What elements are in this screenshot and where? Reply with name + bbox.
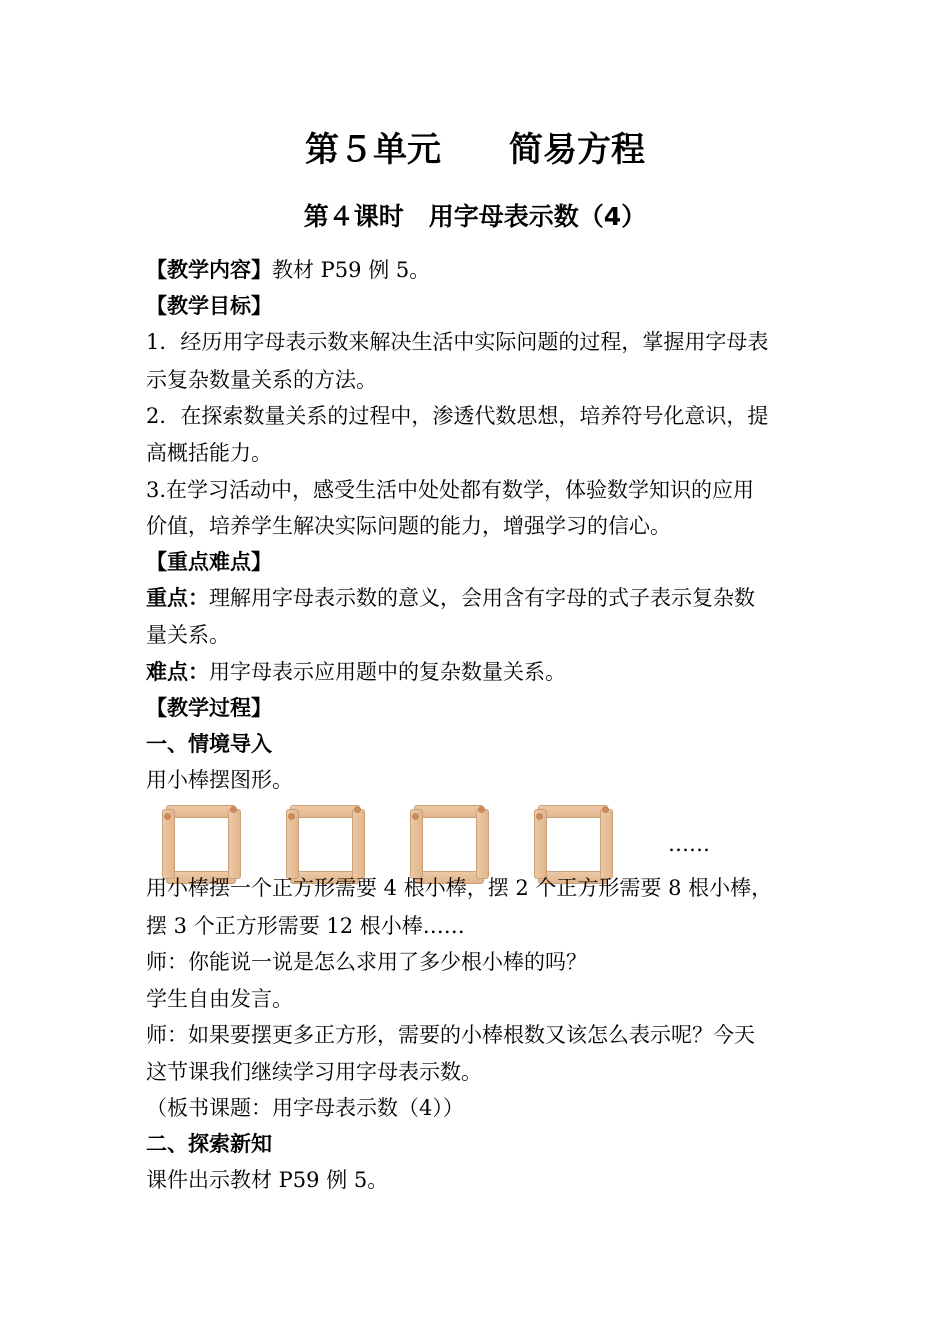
- section-2-text: 课件出示教材 P59 例 5。: [146, 1168, 389, 1192]
- stick-end: [602, 806, 609, 813]
- stick-top: [414, 805, 484, 818]
- matchstick-square-4: [534, 805, 612, 883]
- section-1-heading: 一、情境导入: [146, 732, 272, 756]
- teacher-question-2-line-1: 师：如果要摆更多正方形，需要的小棒根数又该怎么表示呢？今天: [146, 1023, 755, 1047]
- goal-3-line-1: 3.在学习活动中，感受生活中处处都有数学，体验数学知识的应用: [146, 478, 755, 502]
- teacher-question-1: 师：你能说一说是怎么求用了多少根小棒的吗？: [146, 950, 587, 974]
- key-point-label: 重点：: [146, 586, 209, 610]
- stick-right: [600, 809, 613, 879]
- goal-2-line-1: 2．在探索数量关系的过程中，渗透代数思想，培养符号化意识，提: [146, 404, 769, 428]
- difficult-point-text: 用字母表示应用题中的复杂数量关系。: [209, 660, 566, 684]
- stick-right: [228, 809, 241, 879]
- stick-end: [536, 813, 543, 820]
- section-1-para-line-2: 摆 3 个正方形需要 12 根小棒……: [146, 914, 465, 938]
- section-1-para-line-1: 用小棒摆一个正方形需要 4 根小棒，摆 2 个正方形需要 8 根小棒，: [146, 876, 773, 900]
- stick-right: [352, 809, 365, 879]
- key-point-line-2: 量关系。: [146, 623, 230, 647]
- key-heading: 【重点难点】: [146, 550, 272, 574]
- content-label: 【教学内容】: [146, 258, 272, 282]
- matchstick-square-1: [162, 805, 240, 883]
- teacher-question-2-line-2: 这节课我们继续学习用字母表示数。: [146, 1060, 482, 1084]
- stick-top: [290, 805, 360, 818]
- stick-top: [538, 805, 608, 818]
- student-response: 学生自由发言。: [146, 987, 293, 1011]
- goal-1-line-1: 1．经历用字母表示数来解决生活中实际问题的过程，掌握用字母表: [146, 330, 769, 354]
- matchstick-square-2: [286, 805, 364, 883]
- board-title-note: （板书课题：用字母表示数（4））: [146, 1096, 464, 1120]
- unit-title: 第５单元 简易方程: [305, 130, 645, 170]
- stick-end: [288, 813, 295, 820]
- goal-3-line-2: 价值，培养学生解决实际问题的能力，增强学习的信心。: [146, 514, 671, 538]
- sequence-ellipsis: ……: [668, 832, 710, 856]
- process-heading: 【教学过程】: [146, 696, 272, 720]
- difficult-point-line: [146, 658, 566, 686]
- goal-2-line-2: 高概括能力。: [146, 441, 272, 465]
- content-line: [146, 256, 430, 284]
- section-1-intro: 用小棒摆图形。: [146, 768, 293, 792]
- stick-right: [476, 809, 489, 879]
- key-point-line-1: [146, 584, 755, 612]
- stick-end: [412, 813, 419, 820]
- stick-end: [478, 806, 485, 813]
- matchstick-square-3: [410, 805, 488, 883]
- stick-top: [166, 805, 236, 818]
- goals-heading: 【教学目标】: [146, 294, 272, 318]
- key-point-text: 理解用字母表示数的意义，会用含有字母的式子表示复杂数: [209, 586, 755, 610]
- stick-end: [354, 806, 361, 813]
- lesson-title: 第４课时 用字母表示数（4）: [303, 202, 647, 231]
- stick-end: [164, 813, 171, 820]
- content-text: 教材 P59 例 5。: [272, 258, 431, 282]
- section-2-heading: 二、探索新知: [146, 1132, 272, 1156]
- stick-end: [230, 806, 237, 813]
- difficult-point-label: 难点：: [146, 660, 209, 684]
- goal-1-line-2: 示复杂数量关系的方法。: [146, 368, 377, 392]
